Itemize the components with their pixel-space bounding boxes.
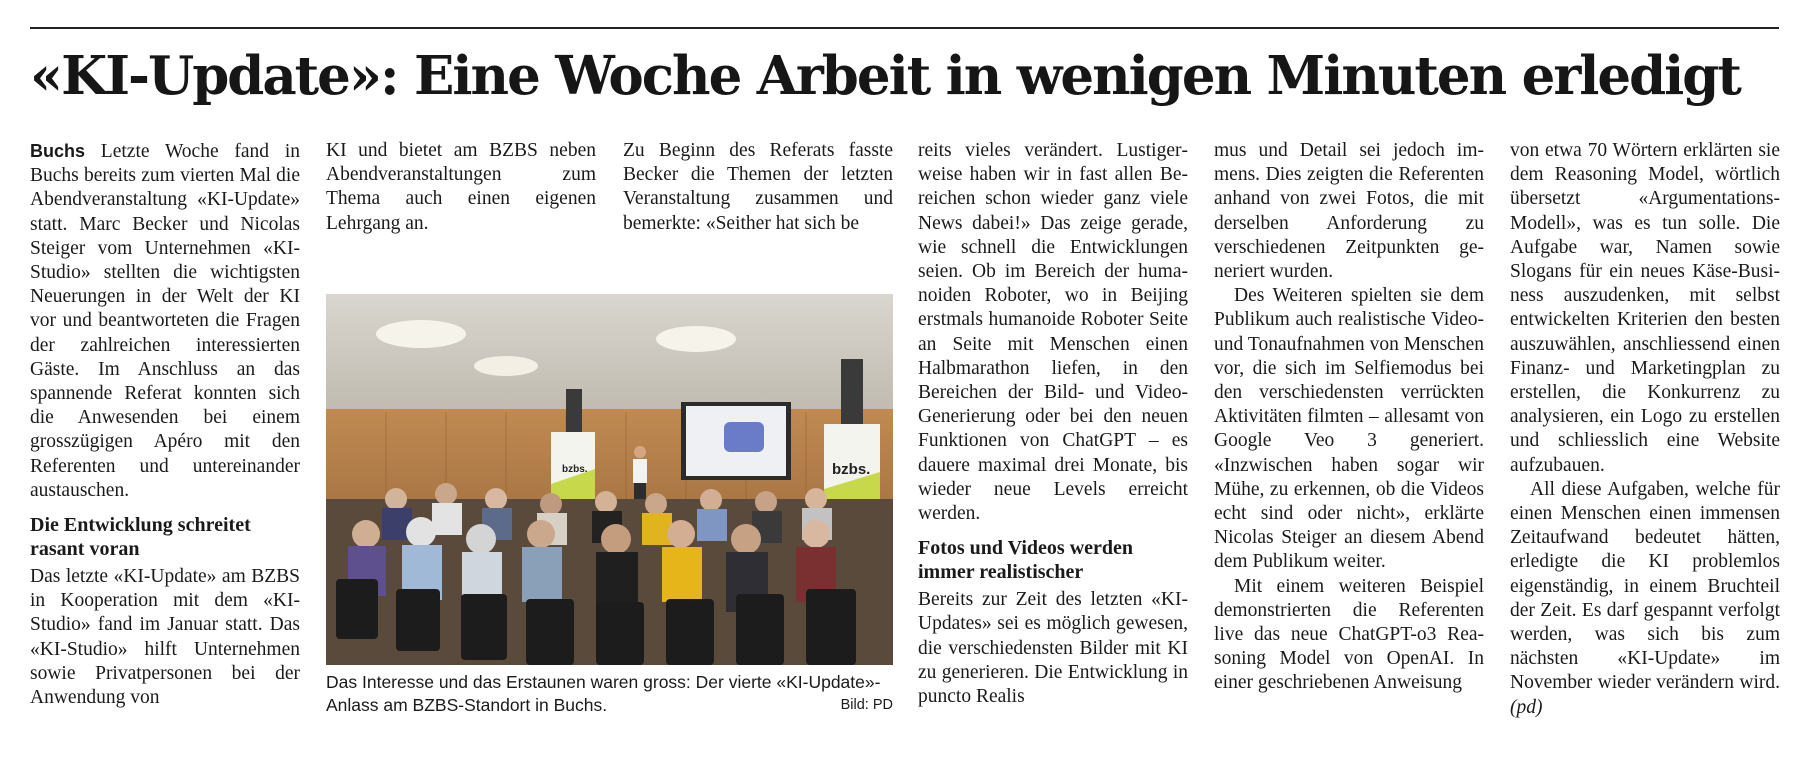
ceiling-lamp [376,320,466,348]
ceiling [326,294,893,419]
ceiling-lamp [474,356,538,376]
slide-image [724,422,764,452]
ceiling-lamp [656,326,736,352]
speaker-head [634,446,646,458]
event-photo-illustration [326,294,893,665]
subheading: Die Entwicklung schreitet rasant voran [30,514,251,561]
paragraph: Das letzte «KI-Update» am BZBS in Kooperation mit dem «KI-Studio» fand im Januar statt. Das «KI-Studio» hilft Unternehmen sowie Privatpersonen bei der Anwendung von [30,566,300,709]
paragraph: KI und bietet am BZBS neben Abendveranstaltungen zum Thema auch einen eigenen Lehrgang an. [326,140,596,234]
column-4 [918,139,1188,709]
column-2 [326,139,596,236]
caption-text: Das Interesse und das Erstaunen waren gross: Der vierte «KI-Update»-Anlass am BZBS-Standort in Buchs. [326,672,881,715]
paragraph: Zu Beginn des Referats fasste Becker die Themen der letzten Veranstaltung zusammen und bemerkte: «Seither hat sich be [623,140,893,234]
paragraph-text: All diese Aufgaben, welche für einen Menschen einen immensen Zeitaufwand bedeutet hätten, erledigte die KI problemlos eigenständig, in einem Bruchteil der Zeit. Es darf gespannt verfolgt werden, was sich bis zum nächsten «KI-Update» im November wieder verändern wird. [1510,478,1780,694]
paragraph: von etwa 70 Wörtern erklärten sie dem Reasoning Model, wörtlich übersetzt «Argumentations-Modell», was es tun solle. Die Aufgabe war, Namen sowie Slogans für ein neues Käse-Business auszudenken, mit selbst entwickelten Kriterien den besten auszuwählen, anschliessend einen Finanz- und Marketingplan zu erstellen, die Konkurrenz zu analysieren, ein Logo zu erstellen und schliesslich eine Website aufzubauen. [1510,140,1780,476]
author-signature: (pd) [1510,696,1543,718]
top-rule [30,27,1779,29]
paragraph: Mit einem weiteren Beispiel demonstrierten die Referenten live das neue ChatGPT-o3 Reasoning Model von OpenAI. In einer geschriebenen Anweisung [1214,575,1484,694]
paragraph [1510,478,1780,720]
photo-caption [326,671,893,717]
paragraph: Des Weiteren spielten sie dem Publikum auch realistische Video- und Tonaufnahmen von Menschen vor, die sich im Selfiemodus bei den verschiedensten verrückten Aktivitäten filmten – allesamt von Google Veo 3 generiert. «Inzwischen haben sogar wir Mühe, zu erkennen, ob die Videos echt sind oder nicht», erklärte Nicolas Steiger an diesem Abend dem Publikum weiter. [1214,285,1484,573]
dateline: Buchs [30,141,86,161]
photo-credit: Bild: PD [840,697,893,713]
paragraph-text: Letzte Woche fand in Buchs bereits zum vierten Mal die Abendveranstaltung «KI-Update» statt. Marc Becker und Nicolas Steiger vom Unternehmen «KI-Studio» stellten die wichtigsten Neuerungen in der Welt der KI vor und beantworteten die Fragen der zahlreichen interessierten Gäste. Im Anschluss an das spannende Referat konnten sich die Anwesenden bei einem grosszügigen Apéro mit den Referenten und untereinander austauschen. [30,141,300,501]
paragraph [30,139,300,503]
headline: «KI-Update»: Eine Woche Arbeit in wenigen Minuten erledigt [30,45,1740,107]
event-photo [326,294,893,665]
paragraph: reits vieles verändert. Lustigerweise haben wir in fast allen Bereichen schon wieder ganz viele News dabei!» Das zeige gerade, wie schnell die Entwicklungen seien. Ob im Bereich der humanoiden Roboter, wo in Beijing erstmals humanoide Roboter Seite an Seite mit Menschen einen Halbmarathon liefen, in den Bereichen der Bild- und Video-Generierung oder bei den neuen Funktionen von ChatGPT – es dauere maximal drei Monate, bis wieder neue Levels erreicht werden. [918,140,1188,525]
speaker-body [633,459,647,483]
subheading: Fotos und Videos werden immer realistischer [918,537,1134,584]
column-3 [623,139,893,236]
paragraph: mus und Detail sei jedoch immens. Dies zeigten die Referenten anhand von zwei Fotos, die mit derselben Anforderung zu verschiedenen Zeitpunkten generiert wurden. [1214,140,1484,283]
banner-right-logo: bzbs. [832,461,871,478]
banner-left-logo: bzbs. [562,464,588,475]
column-6 [1510,139,1780,720]
paragraph: Bereits zur Zeit des letzten «KI-Updates» sei es möglich gewesen, die verschiedensten Bilder mit KI zu generieren. Die Entwicklung in puncto Realis [918,589,1188,708]
column-1 [30,139,300,710]
column-5 [1214,139,1484,696]
